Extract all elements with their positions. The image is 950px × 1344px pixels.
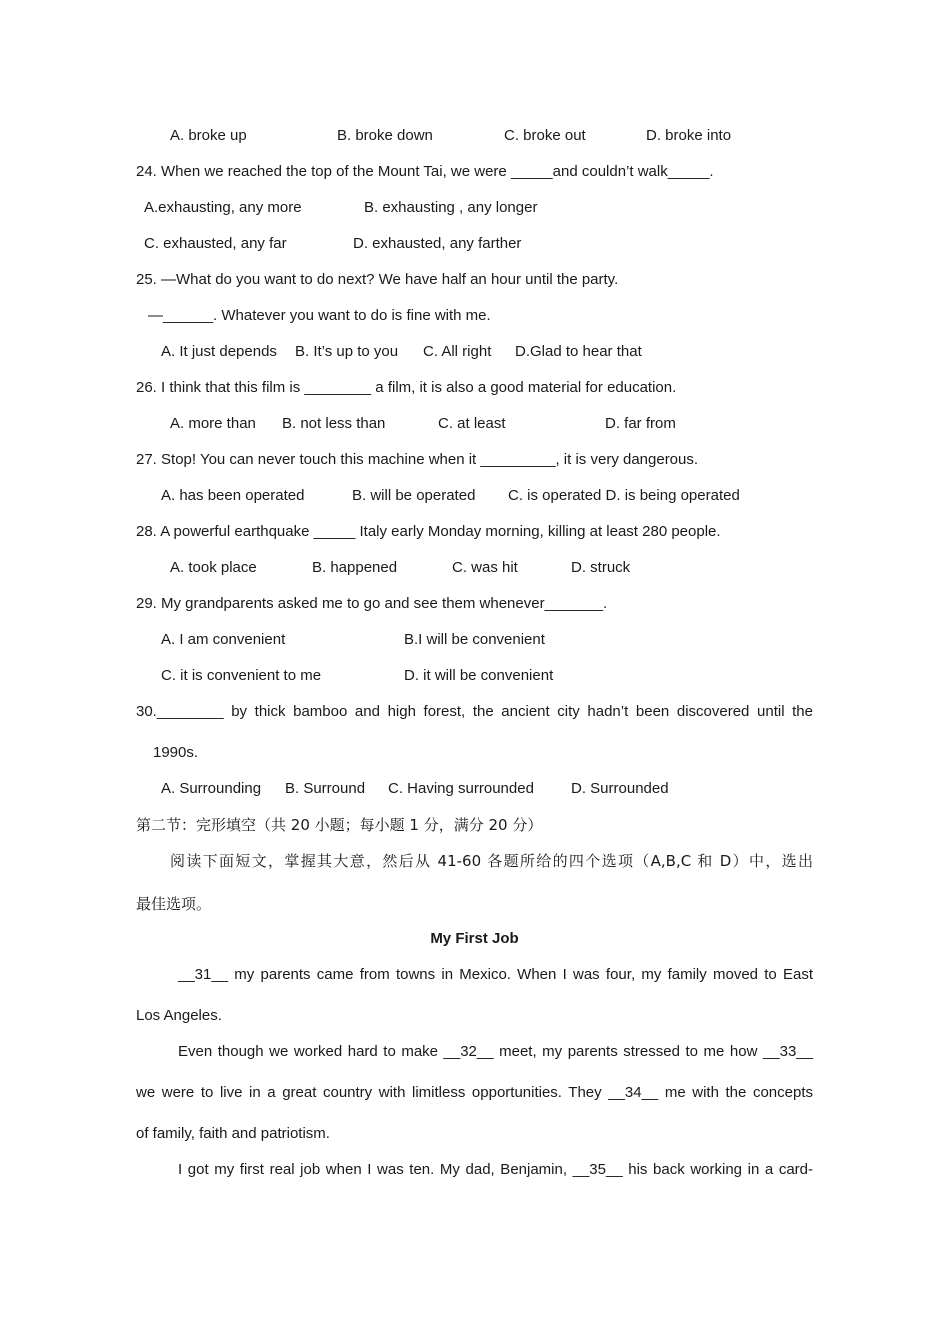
passage-p3-line1: I got my first real job when I was ten. My dad, Benjamin, __35__ his back working in a card-	[178, 1161, 813, 1178]
q29-option-c: C. it is convenient to me	[161, 667, 322, 684]
q30-option-a: A. Surrounding	[161, 780, 262, 797]
section2-instruction-line1: 阅读下面短文，掌握其大意，然后从 41-60 各题所给的四个选项（A,B,C 和 D）中，选出	[170, 852, 813, 870]
q27-option-cd: C. is operated D. is being operated	[508, 487, 740, 504]
q27-option-b: B. will be operated	[352, 487, 476, 504]
q29-option-b: B.I will be convenient	[404, 631, 545, 648]
q30-stem-line1: 30.________ by thick bamboo and high forest, the ancient city hadn’t been discovered until the	[136, 703, 813, 720]
q24-option-b: B. exhausting , any longer	[364, 199, 538, 216]
section2-heading: 第二节：完形填空（共 20 小题；每小题 1 分，满分 20 分）	[136, 816, 543, 834]
q28-option-c: C. was hit	[452, 559, 518, 576]
q25-option-c: C. All right	[423, 343, 492, 360]
q23-option-d: D. broke into	[646, 127, 732, 144]
q23-option-b: B. broke down	[337, 127, 433, 144]
passage-title: My First Job	[430, 930, 519, 947]
q24-option-a: A.exhausting, any more	[144, 199, 302, 216]
q30-stem-line2: 1990s.	[153, 744, 199, 761]
q26-option-b: B. not less than	[282, 415, 386, 432]
q24-option-c: C. exhausted, any far	[144, 235, 287, 252]
passage-p1-line1: __31__ my parents came from towns in Mexico. When I was four, my family moved to East	[178, 966, 813, 983]
q25-option-d: D.Glad to hear that	[515, 343, 642, 360]
q30-option-d: D. Surrounded	[571, 780, 669, 797]
q27-stem: 27. Stop! You can never touch this machine when it _________, it is very dangerous.	[136, 451, 699, 468]
q30-option-b: B. Surround	[285, 780, 366, 797]
q26-option-a: A. more than	[170, 415, 256, 432]
passage-p2-line2: we were to live in a great country with limitless opportunities. They __34__ me with the concepts	[136, 1084, 813, 1101]
q27-option-a: A. has been operated	[161, 487, 305, 504]
q29-option-d: D. it will be convenient	[404, 667, 554, 684]
q30-option-c: C. Having surrounded	[388, 780, 534, 797]
q23-option-c: C. broke out	[504, 127, 586, 144]
passage-p2-line3: of family, faith and patriotism.	[136, 1125, 330, 1142]
q25-option-a: A. It just depends	[161, 343, 277, 360]
q23-option-a: A. broke up	[170, 127, 247, 144]
q28-option-b: B. happened	[312, 559, 398, 576]
section2-instruction-line2: 最佳选项。	[136, 895, 212, 913]
q28-option-d: D. struck	[571, 559, 631, 576]
q26-option-c: C. at least	[438, 415, 506, 432]
q28-option-a: A. took place	[170, 559, 257, 576]
passage-p1-line2: Los Angeles.	[136, 1007, 222, 1024]
q24-option-d: D. exhausted, any farther	[353, 235, 522, 252]
q28-stem: 28. A powerful earthquake _____ Italy early Monday morning, killing at least 280 people.	[136, 523, 721, 540]
q25-reply: —______. Whatever you want to do is fine with me.	[148, 307, 491, 324]
q29-option-a: A. I am convenient	[161, 631, 286, 648]
passage-p2-line1: Even though we worked hard to make __32__ meet, my parents stressed to me how __33__	[178, 1043, 813, 1060]
q25-stem: 25. —What do you want to do next? We have half an hour until the party.	[136, 271, 619, 288]
q25-option-b: B. It’s up to you	[295, 343, 399, 360]
q26-option-d: D. far from	[605, 415, 676, 432]
q24-stem: 24. When we reached the top of the Mount Tai, we were _____and couldn’t walk_____.	[136, 163, 714, 180]
q26-stem: 26. I think that this film is ________ a film, it is also a good material for education.	[136, 379, 677, 396]
q29-stem: 29. My grandparents asked me to go and see them whenever_______.	[136, 595, 608, 612]
